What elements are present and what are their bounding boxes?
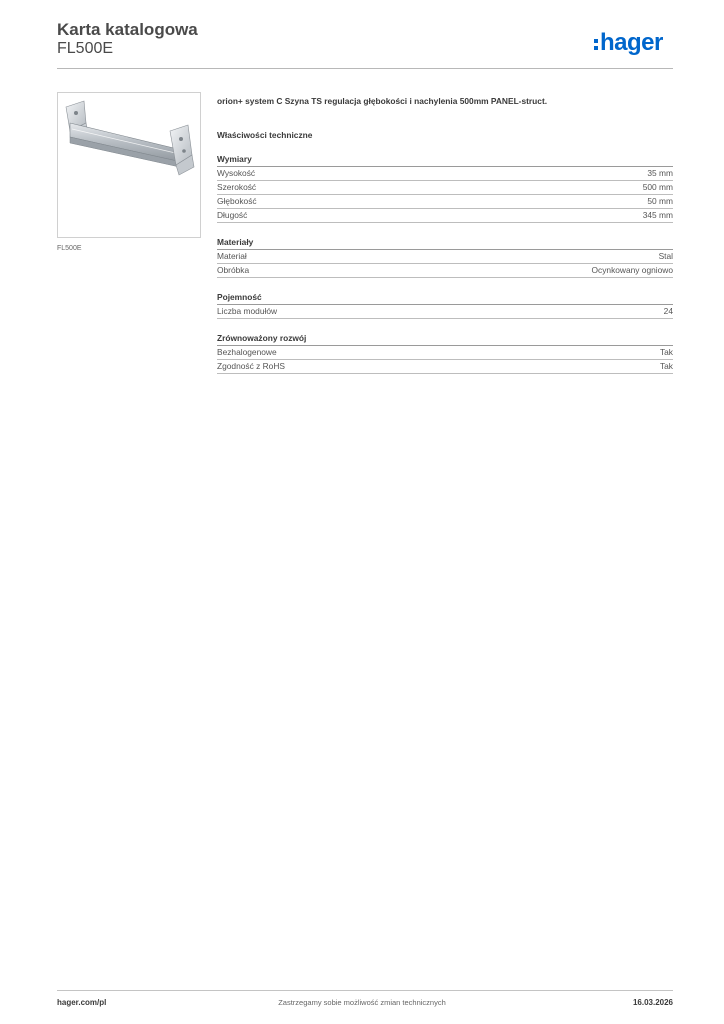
spec-row <box>217 209 673 223</box>
spec-row <box>217 250 673 264</box>
spec-group <box>217 154 673 223</box>
product-image <box>57 92 201 238</box>
image-caption: FL500E <box>57 245 82 252</box>
spec-value: Ocynkowany ogniowo <box>591 265 673 275</box>
spec-row <box>217 346 673 360</box>
spec-groups <box>217 154 673 374</box>
product-details <box>217 96 673 374</box>
spec-label: Głębokość <box>217 196 257 206</box>
spec-value: 24 <box>663 306 673 316</box>
footer-website: hager.com/pl <box>57 998 107 1007</box>
spec-label: Zgodność z RoHS <box>217 361 285 371</box>
spec-group-title: Zrównoważony rozwój <box>217 333 673 346</box>
spec-value: Tak <box>659 347 673 357</box>
spec-row <box>217 264 673 278</box>
spec-value: 500 mm <box>642 182 673 192</box>
spec-value: Stal <box>658 251 673 261</box>
footer-disclaimer: Zastrzegamy sobie możliwość zmian technicznych <box>278 998 446 1007</box>
spec-group-title: Wymiary <box>217 154 673 167</box>
spec-label: Długość <box>217 210 248 220</box>
footer-divider <box>57 990 673 991</box>
spec-group-title: Pojemność <box>217 292 673 305</box>
spec-group <box>217 237 673 278</box>
spec-value: 345 mm <box>642 210 673 220</box>
din-rail-illustration <box>58 93 200 237</box>
spec-row <box>217 181 673 195</box>
spec-row <box>217 305 673 319</box>
spec-label: Wysokość <box>217 168 256 178</box>
logo-dots-icon <box>594 39 598 50</box>
spec-row <box>217 360 673 374</box>
spec-label: Materiał <box>217 251 247 261</box>
page-title: Karta katalogowa <box>57 20 198 39</box>
spec-value: 50 mm <box>647 196 673 206</box>
spec-label: Bezhalogenowe <box>217 347 277 357</box>
spec-value: Tak <box>659 361 673 371</box>
hager-logo <box>594 29 663 57</box>
footer-date: 16.03.2026 <box>632 998 673 1007</box>
spec-group-title: Materiały <box>217 237 673 250</box>
spec-row <box>217 167 673 181</box>
spec-label: Szerokość <box>217 182 257 192</box>
product-description: orion+ system C Szyna TS regulacja głębokości i nachylenia 500mm PANEL-struct. <box>217 96 548 106</box>
logo-text: hager <box>600 29 663 56</box>
spec-value: 35 mm <box>647 168 673 178</box>
spec-group <box>217 333 673 374</box>
spec-row <box>217 195 673 209</box>
spec-label: Obróbka <box>217 265 250 275</box>
spec-group <box>217 292 673 319</box>
product-code: FL500E <box>57 40 114 57</box>
spec-label: Liczba modułów <box>217 306 278 316</box>
header-divider <box>57 68 673 69</box>
section-heading: Właściwości techniczne <box>217 130 313 140</box>
